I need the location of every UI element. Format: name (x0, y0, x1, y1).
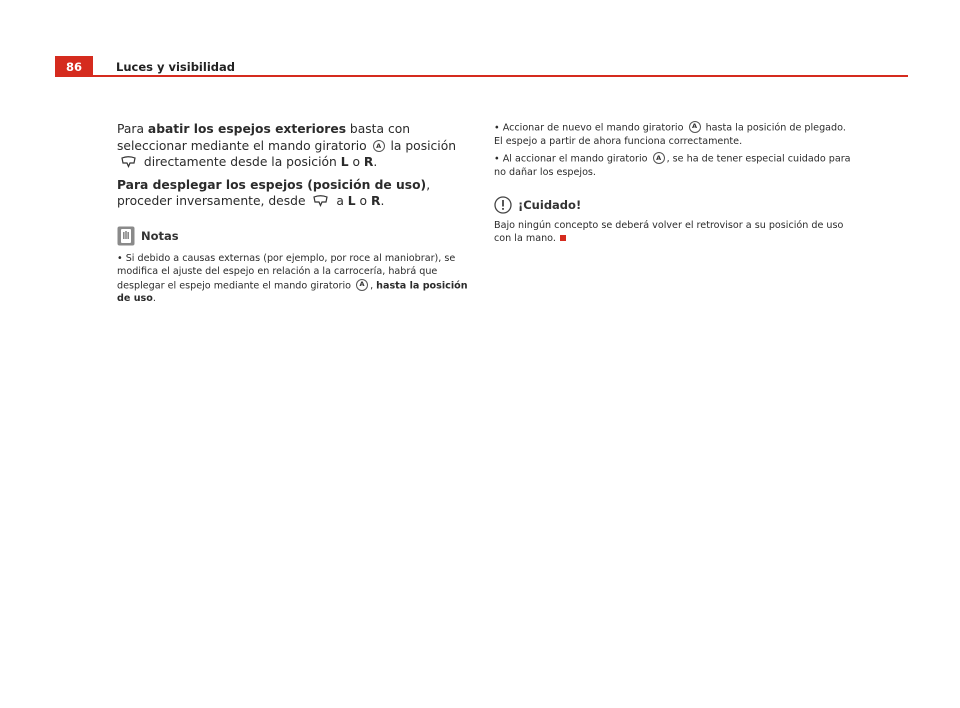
paragraph-fold-mirrors (117, 121, 469, 173)
note-hand-icon (117, 226, 135, 246)
text: . (373, 155, 378, 169)
text: , proceder inversamente, desde (117, 177, 431, 208)
bold-text: hasta la posición de uso (117, 279, 468, 305)
text: , (370, 279, 377, 291)
text: . (380, 194, 385, 208)
bold-text: R (370, 194, 381, 208)
text: basta con seleccionar mediante el mando giratorio (117, 122, 411, 153)
section-end-mark (560, 235, 566, 241)
text: . (152, 293, 156, 305)
text: la posición (386, 138, 457, 153)
text: directamente desde la posición (140, 155, 341, 169)
text: o (355, 194, 371, 208)
callout-a-icon: A (653, 152, 665, 164)
caution-icon (494, 196, 512, 214)
bold-text: R (363, 155, 374, 169)
mirror-fold-icon (313, 195, 328, 212)
text: Para (117, 122, 148, 136)
text: Bajo ningún concepto se deberá volver el retrovisor a su posición de uso con la mano. (494, 219, 844, 244)
callout-a-icon: A (689, 121, 701, 133)
text: • Si debido a causas externas (por ejemplo, por roce al maniobrar), se modifica el ajuste del espejo en relación a la carrocería, habrá que desplegar el espejo mediante el mando giratorio (117, 252, 456, 291)
bold-text: Para desplegar los espejos (posición de uso) (117, 177, 427, 192)
text: , se ha de tener especial cuidado para no dañar los espejos. (494, 153, 851, 178)
text: a (332, 194, 348, 208)
bullet-item (494, 152, 854, 179)
bullet-item (494, 121, 854, 148)
caution-title: ¡Cuidado! (518, 197, 582, 212)
notes-title: Notas (141, 228, 179, 243)
paragraph-unfold-mirrors (117, 177, 469, 212)
callout-a-icon: A (373, 140, 385, 152)
left-column (117, 121, 469, 310)
text: o (348, 155, 364, 169)
text: • Al accionar el mando giratorio (494, 153, 651, 165)
note-item (117, 252, 469, 306)
header-rule (93, 75, 908, 77)
text: • Accionar de nuevo el mando giratorio (494, 122, 687, 134)
caution-text (494, 219, 854, 246)
page-number: 86 (55, 56, 93, 77)
page-header-title: Luces y visibilidad (116, 60, 235, 74)
notes-heading (117, 226, 469, 246)
bold-text: abatir los espejos exteriores (147, 122, 347, 136)
text: hasta la posición de plegado. El espejo a partir de ahora funciona correctamente. (494, 122, 846, 147)
bold-text: L (340, 155, 349, 169)
mirror-fold-icon (121, 156, 136, 173)
callout-a-icon: A (356, 279, 368, 291)
bold-text: L (347, 194, 356, 208)
right-column (494, 121, 854, 250)
caution-heading (494, 196, 854, 214)
